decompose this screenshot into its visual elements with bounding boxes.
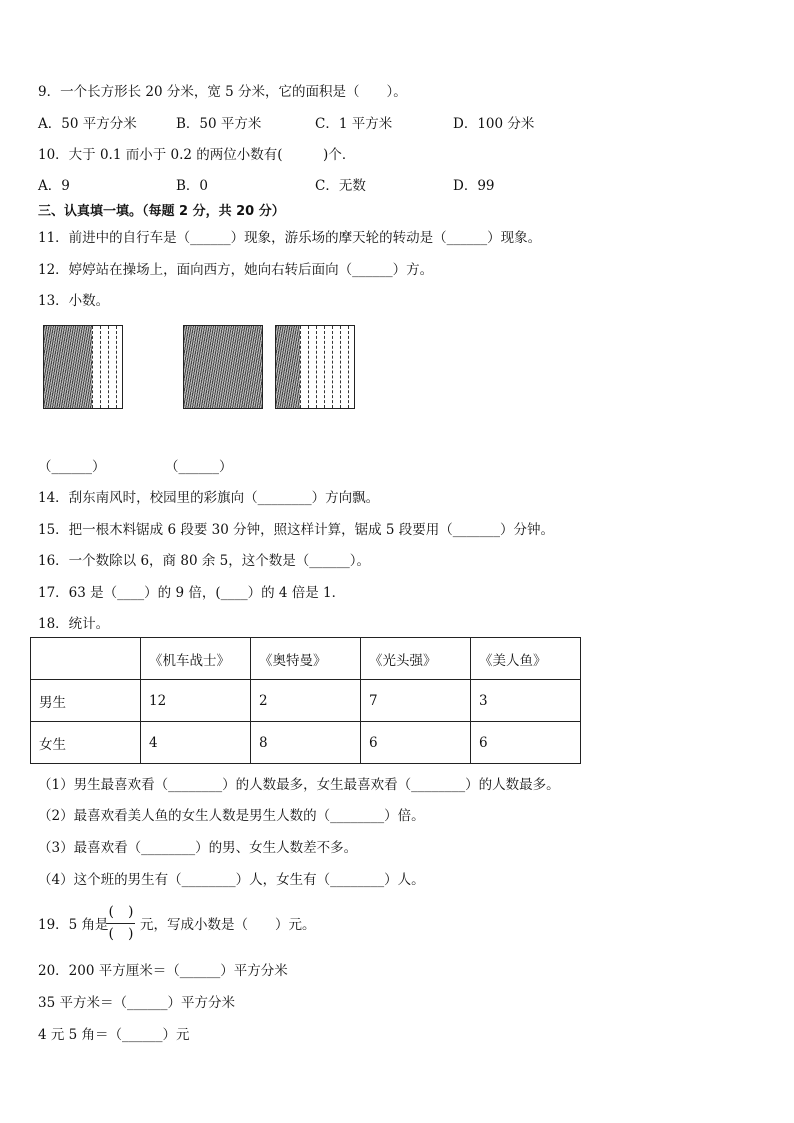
q11-text: 11．前进中的自行车是（______）现象，游乐场的摩天轮的转动是（______）现象。 <box>38 230 542 246</box>
q19-suffix: 元，写成小数是（ ）元。 <box>140 917 316 933</box>
q13-blank-2[interactable]: （______） <box>165 459 233 475</box>
q20-line-1: 20．200 平方厘米＝（______）平方分米 <box>38 963 288 979</box>
q18-sub-3: （3）最喜欢看（________）的男、女生人数差不多。 <box>38 840 358 856</box>
table-row <box>31 680 581 722</box>
fraction-bar <box>107 923 135 924</box>
q14-text: 14．刮东南风时，校园里的彩旗向（________）方向飘。 <box>38 490 380 506</box>
q18-sub-4: （4）这个班的男生有（________）人，女生有（________）人。 <box>38 872 425 888</box>
table-cell: 6 <box>471 722 581 764</box>
q10-option-c: C．无数 <box>315 178 366 194</box>
q9-option-a: A．50 平方分米 <box>38 116 137 132</box>
q13-text: 13．小数。 <box>38 293 110 309</box>
q20-line-2: 35 平方米＝（______）平方分米 <box>38 995 235 1011</box>
q10-option-b: B．0 <box>176 178 209 194</box>
q9-option-b: B．50 平方米 <box>176 116 262 132</box>
q13-blank-1[interactable]: （______） <box>38 459 106 475</box>
table-cell: 女生 <box>31 722 141 764</box>
table-cell: 8 <box>251 722 361 764</box>
table-header-cell: 《机车战士》 <box>141 638 251 680</box>
table-header-cell: 《光头强》 <box>361 638 471 680</box>
table-row <box>31 722 581 764</box>
table-header-row <box>31 638 581 680</box>
q19-fraction <box>105 903 137 943</box>
q18-text: 18．统计。 <box>38 616 110 632</box>
table-cell: 6 <box>361 722 471 764</box>
q9-option-c: C．1 平方米 <box>315 116 393 132</box>
q10-text: 10．大于 0.1 而小于 0.2 的两位小数有( )个． <box>38 147 356 163</box>
q18-sub-1: （1）男生最喜欢看（________）的人数最多，女生最喜欢看（________）的人数最多。 <box>38 777 560 793</box>
q13-figure-square-1 <box>43 325 123 409</box>
q15-text: 15．把一根木料锯成 6 段要 30 分钟，照这样计算，锯成 5 段要用（_______）分钟。 <box>38 522 555 538</box>
q9-option-d: D．100 分米 <box>453 116 535 132</box>
table-cell: 男生 <box>31 680 141 722</box>
table-header-cell: 《奥特曼》 <box>251 638 361 680</box>
statistics-table <box>30 637 581 764</box>
q10-option-d: D．99 <box>453 178 495 194</box>
table-cell: 12 <box>141 680 251 722</box>
fraction-denominator[interactable]: ( ) <box>108 926 134 942</box>
q13-figure-square-2 <box>183 325 263 409</box>
q18-sub-2: （2）最喜欢看美人鱼的女生人数是男生人数的（________）倍。 <box>38 808 425 824</box>
q12-text: 12．婷婷站在操场上，面向西方，她向右转后面向（______）方。 <box>38 262 434 278</box>
table-cell: 4 <box>141 722 251 764</box>
q16-text: 16．一个数除以 6，商 80 余 5，这个数是（______）。 <box>38 553 370 569</box>
q20-line-3: 4 元 5 角＝（______）元 <box>38 1027 190 1043</box>
table-cell: 2 <box>251 680 361 722</box>
q9-text: 9．一个长方形长 20 分米，宽 5 分米，它的面积是（ ）。 <box>38 84 407 100</box>
q10-option-a: A．9 <box>38 178 70 194</box>
table-header-cell: 《美人鱼》 <box>471 638 581 680</box>
q13-figure-square-3 <box>275 325 355 409</box>
q17-text: 17．63 是（____）的 9 倍，(____）的 4 倍是 1． <box>38 585 346 601</box>
section-3-heading: 三、认真填一填。（每题 2 分，共 20 分） <box>38 204 285 219</box>
table-cell: 3 <box>471 680 581 722</box>
table-cell: 7 <box>361 680 471 722</box>
fraction-numerator[interactable]: ( ) <box>108 904 134 920</box>
table-header-cell <box>31 638 141 680</box>
q19-prefix: 19．5 角是 <box>38 917 109 933</box>
